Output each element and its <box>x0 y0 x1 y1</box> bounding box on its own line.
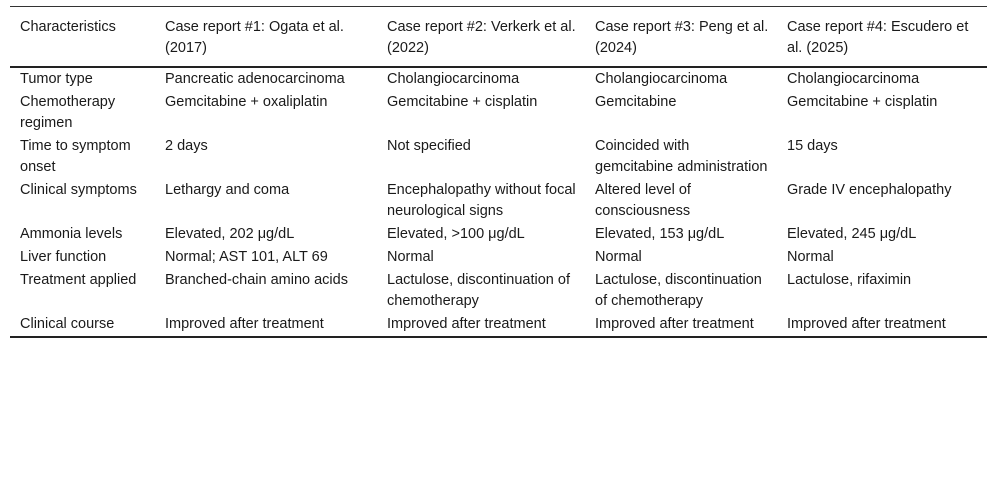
table-cell: Not specified <box>387 138 471 154</box>
table-cell: Pancreatic adenocarcinoma <box>165 71 345 87</box>
table-cell: Coincided with gemcitabine administration <box>595 138 768 175</box>
table-row <box>10 67 987 91</box>
case-reports-table <box>10 6 987 338</box>
row-label: Tumor type <box>20 71 93 87</box>
header-characteristics: Characteristics <box>20 19 116 35</box>
table-cell: Improved after treatment <box>787 316 946 332</box>
table-row <box>10 179 987 223</box>
row-label: Ammonia levels <box>20 226 123 242</box>
table-row <box>10 269 987 313</box>
table-cell: Elevated, >100 μg/dL <box>387 226 525 242</box>
table-row <box>10 91 987 135</box>
table-cell: Normal <box>387 249 434 265</box>
table-cell: 2 days <box>165 138 208 154</box>
table-cell: Lactulose, rifaximin <box>787 272 912 288</box>
table-row <box>10 246 987 269</box>
table-cell: Cholangiocarcinoma <box>595 71 728 87</box>
header-case-report-1: Case report #1: Ogata et al. (2017) <box>165 19 344 56</box>
table-cell: Altered level of consciousness <box>595 182 691 219</box>
table-cell: Lethargy and coma <box>165 182 290 198</box>
table-cell: Branched-chain amino acids <box>165 272 348 288</box>
table-cell: Grade IV encephalopathy <box>787 182 952 198</box>
row-label: Treatment applied <box>20 272 137 288</box>
table-cell: Elevated, 202 μg/dL <box>165 226 295 242</box>
table-row <box>10 313 987 337</box>
table-cell: Normal; AST 101, ALT 69 <box>165 249 328 265</box>
header-case-report-4: Case report #4: Escudero et al. (2025) <box>787 19 969 56</box>
table-cell: Lactulose, discontinuation of chemotherapy <box>387 272 570 309</box>
table-cell: Normal <box>787 249 834 265</box>
row-label: Time to symptom onset <box>20 138 131 175</box>
table-cell: 15 days <box>787 138 838 154</box>
row-label: Clinical course <box>20 316 115 332</box>
table-cell: Gemcitabine <box>595 94 677 110</box>
table-cell: Normal <box>595 249 642 265</box>
table-cell: Elevated, 245 μg/dL <box>787 226 917 242</box>
table-cell: Gemcitabine + cisplatin <box>787 94 938 110</box>
table-cell: Improved after treatment <box>595 316 754 332</box>
table-row <box>10 135 987 179</box>
table-cell: Gemcitabine + cisplatin <box>387 94 538 110</box>
header-case-report-2: Case report #2: Verkerk et al. (2022) <box>387 19 576 56</box>
header-row <box>10 7 987 68</box>
table-row <box>10 223 987 246</box>
table-cell: Cholangiocarcinoma <box>787 71 920 87</box>
header-case-report-3: Case report #3: Peng et al. (2024) <box>595 19 769 56</box>
table-cell: Gemcitabine + oxaliplatin <box>165 94 328 110</box>
row-label: Clinical symptoms <box>20 182 137 198</box>
row-label: Liver function <box>20 249 107 265</box>
table-cell: Cholangiocarcinoma <box>387 71 520 87</box>
table-cell: Elevated, 153 μg/dL <box>595 226 725 242</box>
table-cell: Improved after treatment <box>165 316 324 332</box>
table-cell: Encephalopathy without focal neurological signs <box>387 182 576 219</box>
table-cell: Improved after treatment <box>387 316 546 332</box>
table-cell: Lactulose, discontinuation of chemotherapy <box>595 272 762 309</box>
row-label: Chemotherapy regimen <box>20 94 116 131</box>
